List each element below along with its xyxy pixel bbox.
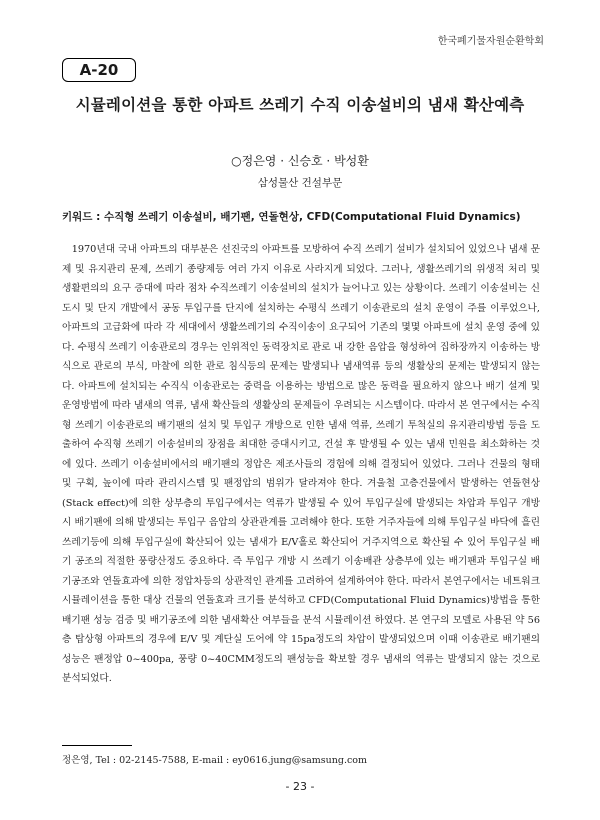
footnote-divider <box>62 745 132 746</box>
keywords-line: 키워드 : 수직형 쓰레기 이송설비, 배기팬, 연돌현상, CFD(Computational Fluid Dynamics) <box>62 211 521 223</box>
paper-code-badge <box>62 58 136 82</box>
abstract-body <box>62 240 540 689</box>
affiliation: 삼성물산 건설부문 <box>257 177 343 189</box>
society-name: 한국폐기물자원순환학회 <box>437 36 544 47</box>
page-number: - 23 - <box>285 780 315 793</box>
author-list: ○정은영 · 신승호 · 박성환 <box>231 154 369 168</box>
paper-code: A-20 <box>79 61 119 79</box>
paper-title: 시뮬레이션을 통한 아파트 쓰레기 수직 이송설비의 냄새 확산예측 <box>75 96 525 114</box>
abstract-paragraph: 1970년대 국내 아파트의 대부분은 선진국의 아파트를 모방하여 수직 쓰레기 설비가 설치되어 있었으나 냄새 문제 및 유지관리 문제, 쓰레기 종량제등 여러 가지 이유로 사라지게 되었다. 그러나, 생활쓰레기의 위생적 처리 및 생활편의의 요구 증대에 따라 점차 수직쓰레기 이송설비의 설치가 늘어나고 있는 상황이다. 쓰레기 이송설비는 신도시 및 단지 개발에서 공동 투입구를 단지에 설치하는 수평식 쓰레기 이송관로의 설치 운영이 주를 이루었으나, 아파트의 고급화에 따라 각 세대에서 생활쓰레기의 수직이송이 요구되어 기존의 몇몇 아파트에 설치 운영 중에 있다. 수평식 쓰레기 이송관로의 경우는 인위적인 동력장치로 관로 내 강한 음압을 형성하여 집하장까지 이송하는 방식으로 관로의 부식, 마찰에 의한 관로 침식등의 문제는 발생되나 냄새역류 등의 생활상의 문제는 발생되지 않는다. 아파트에 설치되는 수직식 이송관로는 중력을 이용하는 방법으로 많은 동력을 필요하지 않으나 배기 설계 및 운영방법에 따라 냄새의 역류, 냄새 확산들의 생활상의 문제들이 우려되는 시스템이다. 따라서 본 연구에서는 수직형 쓰레기 이송관로의 배기팬의 설치 및 투입구 개방으로 인한 냄새 역류, 쓰레기 투척실의 유지관리방법 등을 도출하여 수직형 쓰레기 이송설비의 장점을 최대한 증대시키고, 건설 후 발생될 수 있는 냄새 민원을 최소화하는 것에 있다. 쓰레기 이송설비에서의 배기팬의 정압은 제조사들의 경험에 의해 결정되어 있었다. 그러나 건물의 형태 및 구획, 높이에 따라 관리시스템 및 팬정압의 범위가 달라져야 한다. 겨울철 고층건물에서 발생하는 연돌현상(Stack effect)에 의한 상부층의 투입구에서는 역류가 발생될 수 있어 투입구실에 발생되는 차압과 투입구 개방 시 배기팬에 의해 발생되는 투입구 음압의 상관관계를 고려해야 한다. 또한 거주자들에 의해 투입구실 바닥에 흘린 쓰레기등에 의해 투입구실에 확산되어 있는 냄새가 E/V홀로 확산되어 거주지역으로 확산될 수 있어 투입구실 배기 공조의 적절한 풍량산정도 중요하다. 즉 투입구 개방 시 쓰레기 이송배관 상층부에 있는 배기팬과 투입구실 배기공조와 연돌효과에 의한 정압차등의 상관적인 관계를 고려하여 설계하여야 한다. 따라서 본연구에서는 네트워크 시뮬레이션을 통한 대상 건물의 연돌효과 크기를 분석하고 CFD(Computational Fluid Dynamics)방법을 통한 배기팬 성능 검증 및 배기공조에 의한 냄새확산 여부들을 분석 시뮬레이션 하였다. 본 연구의 모델로 사용된 약 56층 탑상형 아파트의 경우에 E/V 및 계단실 도어에 약 15pa정도의 차압이 발생되었으며 이때 이송관로 배기팬의 성능은 팬정압 0~400pa, 풍량 0~40CMM정도의 팬성능을 확보할 경우 냄새의 역류는 발생되지 않는 것으로 분석되었다. <box>62 244 540 684</box>
footnote-contact: 정은영, Tel : 02-2145-7588, E-mail : ey0616.jung@samsung.com <box>62 755 368 766</box>
